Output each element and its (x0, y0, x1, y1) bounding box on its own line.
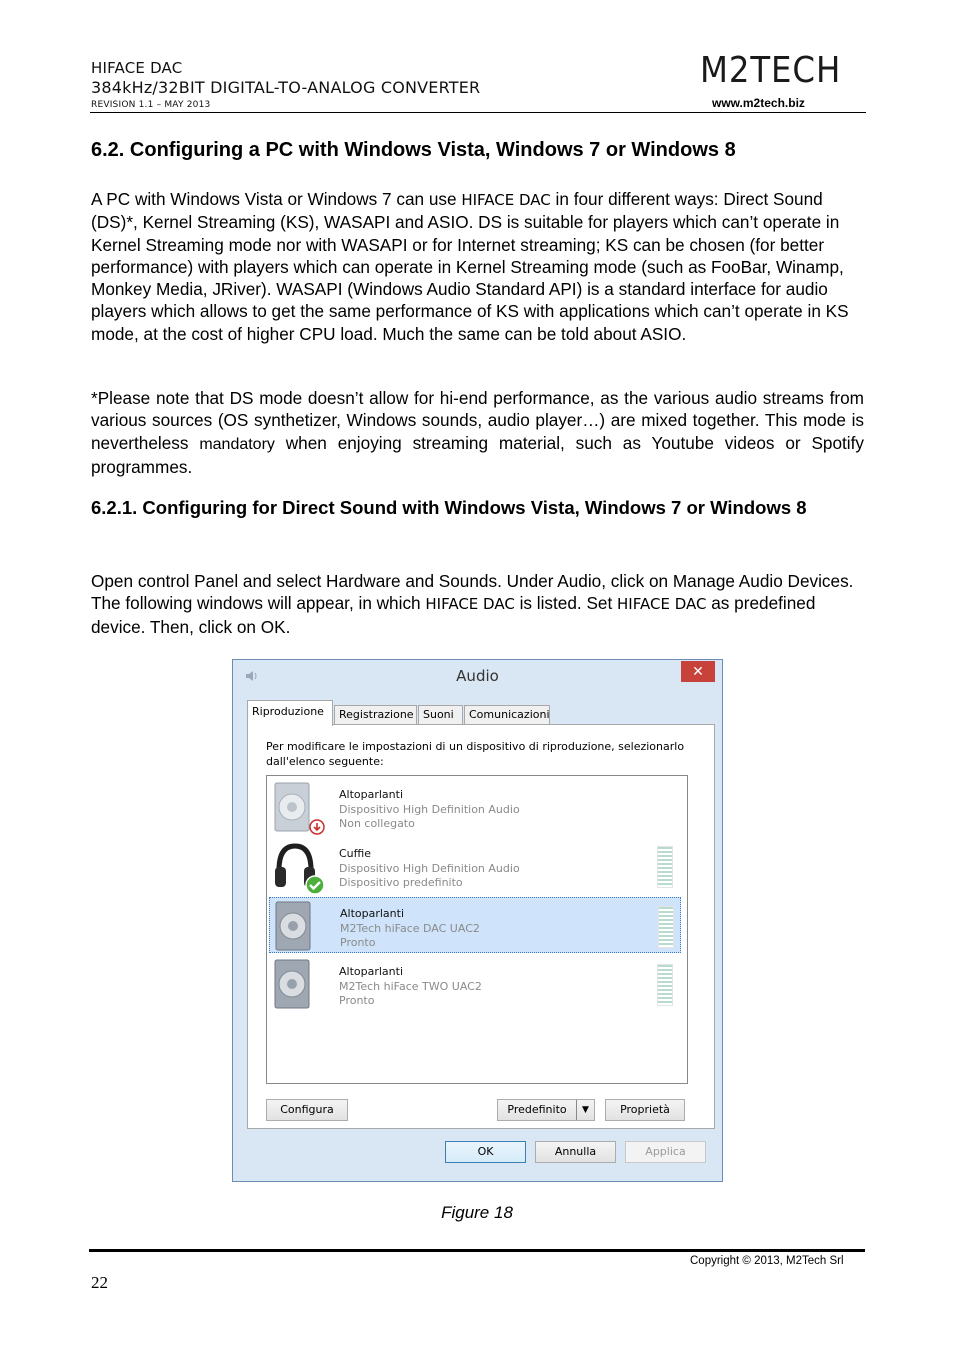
header-divider (90, 112, 866, 113)
list-item-selected[interactable] (269, 897, 681, 953)
footer-divider (89, 1249, 865, 1252)
device-name: Altoparlanti (339, 788, 404, 801)
volume-meter (657, 846, 673, 888)
device-status: Dispositivo predefinito (339, 876, 463, 889)
device-description: Dispositivo High Definition Audio (339, 862, 520, 875)
hiface-dac-term: HIFACE DAC (461, 191, 551, 209)
disconnected-badge-icon (309, 819, 325, 835)
copyright-notice: Copyright © 2013, M2Tech Srl (690, 1255, 844, 1267)
tab-registrazione[interactable]: Registrazione (334, 705, 417, 725)
revision-label: REVISION 1.1 – MAY 2013 (91, 100, 211, 110)
m2tech-logo: M2TECH (700, 50, 842, 91)
device-name: Altoparlanti (340, 907, 405, 920)
subsection-heading: 6.2.1. Configuring for Direct Sound with Windows Vista, Windows 7 or Windows 8 (91, 497, 807, 518)
ds-note-paragraph: *Please note that DS mode doesn’t allow for hi-end performance, as the various audio streams from various sources (OS synthetizer, Windows sounds, audio player…) are mixed together. This mode is nevertheless mandatory when enjoying streaming material, such as Youtube videos or Spotify programmes. (91, 388, 864, 477)
cancel-button[interactable]: Annulla (535, 1141, 616, 1163)
device-name: Altoparlanti (339, 965, 404, 978)
list-item[interactable] (269, 838, 681, 894)
section-heading: 6.2. Configuring a PC with Windows Vista, Windows 7 or Windows 8 (91, 139, 736, 161)
tab-riproduzione[interactable]: Riproduzione (247, 700, 333, 726)
device-status: Pronto (340, 936, 376, 949)
configure-button[interactable]: Configura (266, 1099, 348, 1121)
product-name: HIFACE DAC (91, 59, 183, 77)
volume-meter (657, 964, 673, 1006)
page-number: 22 (91, 1273, 108, 1292)
tab-suoni[interactable]: Suoni (418, 705, 463, 725)
default-check-icon (305, 875, 325, 895)
dialog-title: Audio (456, 667, 499, 685)
dialog-titlebar (233, 660, 722, 692)
device-status: Pronto (339, 994, 375, 1007)
audio-dialog (232, 659, 723, 1182)
product-subtitle: 384kHz/32BIT DIGITAL-TO-ANALOG CONVERTER (91, 78, 481, 97)
properties-button[interactable]: Proprietà (605, 1099, 685, 1121)
list-item[interactable] (269, 956, 681, 1012)
ok-button[interactable]: OK (445, 1141, 526, 1163)
list-item[interactable] (269, 779, 681, 835)
instruction-text: Per modificare le impostazioni di un dispositivo di riproduzione, selezionarlo dall'elenco seguente: (266, 740, 685, 768)
volume-meter (658, 906, 674, 948)
document-header (91, 58, 480, 111)
speaker-icon (272, 900, 320, 952)
headphones-icon (271, 840, 319, 892)
set-default-button[interactable]: Predefinito ▼ (497, 1099, 595, 1121)
close-button[interactable]: ✕ (681, 661, 715, 682)
device-status: Non collegato (339, 817, 415, 830)
device-description: M2Tech hiFace TWO UAC2 (339, 980, 482, 993)
device-description: M2Tech hiFace DAC UAC2 (340, 922, 480, 935)
figure-caption: Figure 18 (441, 1203, 513, 1222)
apply-button[interactable]: Applica (625, 1141, 706, 1163)
tab-comunicazioni[interactable]: Comunicazioni (464, 705, 550, 725)
dropdown-arrow-icon[interactable]: ▼ (576, 1100, 594, 1120)
speaker-icon (271, 781, 319, 833)
instructions-paragraph: Open control Panel and select Hardware and Sounds. Under Audio, click on Manage Audio Devices. The following windows will appear, in which HIFACE DAC is listed. Set HIFACE DAC as predefined device. Then, click on OK. (91, 571, 854, 637)
device-description: Dispositivo High Definition Audio (339, 803, 520, 816)
device-name: Cuffie (339, 847, 372, 860)
playback-panel (247, 724, 715, 1129)
website-url[interactable]: www.m2tech.biz (712, 96, 805, 110)
speaker-icon (271, 958, 319, 1010)
intro-paragraph: A PC with Windows Vista or Windows 7 can use HIFACE DAC in four different ways: Direct Sound (DS)*, Kernel Streaming (KS), WASAPI and ASIO. DS is suitable for players which can’t operate in Kernel Streaming mode nor with WASAPI or for Internet streaming; KS can be chosen (for better performance) with players which can operate in Kernel Streaming mode (such as FooBar, Winamp, Monkey Media, JRiver). WASAPI (Windows Audio Standard API) is a standard interface for audio players which allows to get the same performance of KS with applications which can’t operate in KS mode, at the cost of higher CPU load. Much the same can be told about ASIO. (91, 189, 849, 344)
device-list[interactable] (266, 775, 688, 1084)
